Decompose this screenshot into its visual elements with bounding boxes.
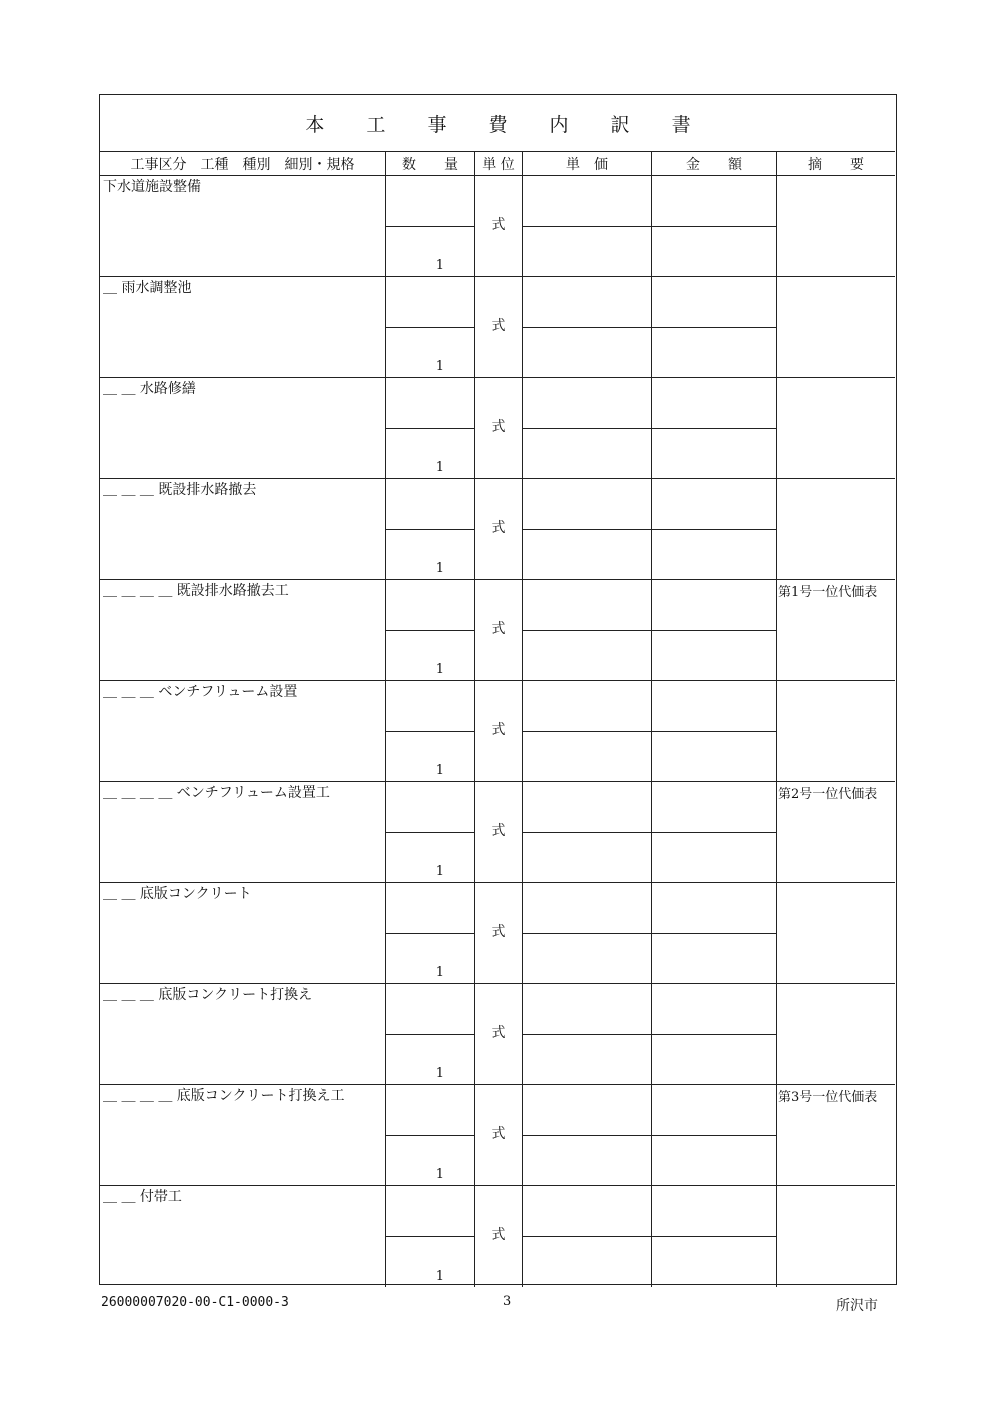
unit-cell [475, 681, 523, 781]
quantity-cell [386, 681, 475, 781]
quantity-cell [386, 277, 475, 377]
unit-value: 式 [491, 823, 506, 839]
item-cell [100, 782, 386, 882]
unit-cell [475, 984, 523, 1084]
cell-divider [386, 630, 474, 631]
quantity-value: 1 [435, 258, 444, 273]
quantity-value: 1 [435, 662, 444, 677]
remarks-cell [777, 1085, 895, 1185]
item-name: ＿ ＿ 付帯工 [103, 1189, 182, 1205]
unit-cell [475, 176, 523, 276]
table-row [100, 782, 895, 883]
quantity-value: 1 [435, 460, 444, 475]
cell-divider [523, 226, 651, 227]
item-name: ＿ 雨水調整池 [103, 280, 192, 296]
quantity-cell [386, 782, 475, 882]
item-name: ＿ ＿ ＿ ベンチフリューム設置 [103, 684, 298, 700]
cell-divider [386, 731, 474, 732]
item-cell [100, 1186, 386, 1287]
cost-breakdown-sheet [99, 94, 897, 1285]
header-unit: 単 位 [475, 152, 523, 175]
cell-divider [523, 630, 651, 631]
item-cell [100, 176, 386, 276]
cell-divider [523, 832, 651, 833]
cell-divider [523, 731, 651, 732]
cell-divider [386, 1135, 474, 1136]
item-cell [100, 378, 386, 478]
table-row [100, 1085, 895, 1186]
quantity-cell [386, 580, 475, 680]
item-cell [100, 883, 386, 983]
quantity-cell [386, 1085, 475, 1185]
unit-value: 式 [491, 621, 506, 637]
quantity-value: 1 [435, 965, 444, 980]
quantity-value: 1 [435, 359, 444, 374]
table-row [100, 479, 895, 580]
cell-divider [386, 428, 474, 429]
item-cell [100, 479, 386, 579]
remarks-cell [777, 681, 895, 781]
remarks-cell [777, 479, 895, 579]
quantity-cell [386, 378, 475, 478]
unit-value: 式 [491, 924, 506, 940]
item-cell [100, 984, 386, 1084]
amount-cell [652, 176, 777, 276]
cell-divider [386, 933, 474, 934]
unit-value: 式 [491, 318, 506, 334]
table-row [100, 378, 895, 479]
table-row [100, 580, 895, 681]
amount-cell [652, 277, 777, 377]
unit-cell [475, 378, 523, 478]
cell-divider [652, 1236, 776, 1237]
unit-price-cell [523, 479, 652, 579]
unit-value: 式 [491, 1126, 506, 1142]
cell-divider [652, 630, 776, 631]
cell-divider [523, 933, 651, 934]
amount-cell [652, 984, 777, 1084]
table-row [100, 277, 895, 378]
unit-value: 式 [491, 1025, 506, 1041]
document-code: 26000007020-00-C1-0000-3 [101, 1295, 289, 1310]
cell-divider [652, 1034, 776, 1035]
unit-price-cell [523, 1186, 652, 1287]
unit-cell [475, 1186, 523, 1287]
amount-cell [652, 782, 777, 882]
remarks-cell [777, 782, 895, 882]
header-remarks: 摘 要 [808, 156, 864, 173]
cell-divider [386, 1034, 474, 1035]
remarks-cell [777, 277, 895, 377]
cell-divider [523, 1236, 651, 1237]
item-cell [100, 580, 386, 680]
unit-price-cell [523, 984, 652, 1084]
header-unit-price: 単 価 [523, 152, 652, 175]
unit-cell [475, 782, 523, 882]
item-name: ＿ ＿ 水路修繕 [103, 381, 196, 397]
amount-cell [652, 378, 777, 478]
cell-divider [652, 933, 776, 934]
cell-divider [652, 529, 776, 530]
quantity-cell [386, 1186, 475, 1287]
cell-divider [523, 529, 651, 530]
unit-price-cell [523, 782, 652, 882]
cell-divider [652, 327, 776, 328]
amount-cell [652, 580, 777, 680]
cell-divider [652, 731, 776, 732]
cell-divider [386, 327, 474, 328]
remarks-cell [777, 378, 895, 478]
remarks-cell [777, 883, 895, 983]
table-row [100, 176, 895, 277]
table-row [100, 984, 895, 1085]
cell-divider [386, 1236, 474, 1237]
quantity-value: 1 [435, 1269, 444, 1284]
quantity-cell [386, 984, 475, 1084]
unit-price-cell [523, 681, 652, 781]
city-name: 所沢市 [836, 1298, 878, 1314]
unit-value: 式 [491, 217, 506, 233]
cell-divider [386, 226, 474, 227]
unit-value: 式 [491, 520, 506, 536]
unit-price-cell [523, 378, 652, 478]
item-cell [100, 1085, 386, 1185]
unit-price-cell [523, 580, 652, 680]
amount-cell [652, 1085, 777, 1185]
cell-divider [523, 428, 651, 429]
remarks-cell [777, 176, 895, 276]
quantity-value: 1 [435, 1167, 444, 1182]
unit-value: 式 [491, 419, 506, 435]
item-name: ＿ ＿ ＿ ＿ 既設排水路撤去工 [103, 583, 289, 599]
item-name: ＿ ＿ ＿ ＿ ベンチフリューム設置工 [103, 785, 330, 801]
page-number: 3 [503, 1294, 512, 1309]
remarks-value: 第1号一位代価表 [778, 585, 878, 600]
amount-cell [652, 479, 777, 579]
item-name: ＿ ＿ 底版コンクリート [103, 886, 252, 902]
remarks-value: 第2号一位代価表 [778, 787, 878, 802]
unit-price-cell [523, 883, 652, 983]
cell-divider [523, 1135, 651, 1136]
item-name: ＿ ＿ ＿ 底版コンクリート打換え [103, 987, 313, 1003]
cell-divider [386, 529, 474, 530]
cell-divider [652, 1135, 776, 1136]
item-cell [100, 681, 386, 781]
remarks-cell [777, 984, 895, 1084]
quantity-value: 1 [435, 864, 444, 879]
table-row [100, 1186, 895, 1287]
cell-divider [652, 226, 776, 227]
cell-divider [652, 832, 776, 833]
quantity-cell [386, 883, 475, 983]
amount-cell [652, 681, 777, 781]
item-cell [100, 277, 386, 377]
table-row [100, 883, 895, 984]
cell-divider [652, 428, 776, 429]
unit-price-cell [523, 1085, 652, 1185]
unit-cell [475, 883, 523, 983]
table-row [100, 681, 895, 782]
item-name: ＿ ＿ ＿ ＿ 底版コンクリート打換え工 [103, 1088, 345, 1104]
amount-cell [652, 883, 777, 983]
cell-divider [523, 1034, 651, 1035]
remarks-cell [777, 1186, 895, 1287]
cell-divider [523, 327, 651, 328]
amount-cell [652, 1186, 777, 1287]
quantity-cell [386, 176, 475, 276]
item-name: 下水道施設整備 [103, 179, 201, 195]
quantity-value: 1 [435, 561, 444, 576]
remarks-cell [777, 580, 895, 680]
unit-value: 式 [491, 1227, 506, 1243]
unit-cell [475, 277, 523, 377]
table-header [100, 151, 895, 176]
unit-value: 式 [491, 722, 506, 738]
unit-cell [475, 1085, 523, 1185]
header-quantity: 数 量 [386, 152, 475, 175]
document-title: 本 工 事 費 内 訳 書 [305, 113, 709, 136]
remarks-value: 第3号一位代価表 [778, 1090, 878, 1105]
item-name: ＿ ＿ ＿ 既設排水路撤去 [103, 482, 257, 498]
unit-cell [475, 479, 523, 579]
quantity-value: 1 [435, 1066, 444, 1081]
unit-price-cell [523, 176, 652, 276]
unit-cell [475, 580, 523, 680]
cell-divider [386, 832, 474, 833]
quantity-cell [386, 479, 475, 579]
unit-price-cell [523, 277, 652, 377]
header-item: 工事区分 工種 種別 細別・規格 [100, 152, 386, 175]
header-amount: 金 額 [652, 152, 777, 175]
quantity-value: 1 [435, 763, 444, 778]
